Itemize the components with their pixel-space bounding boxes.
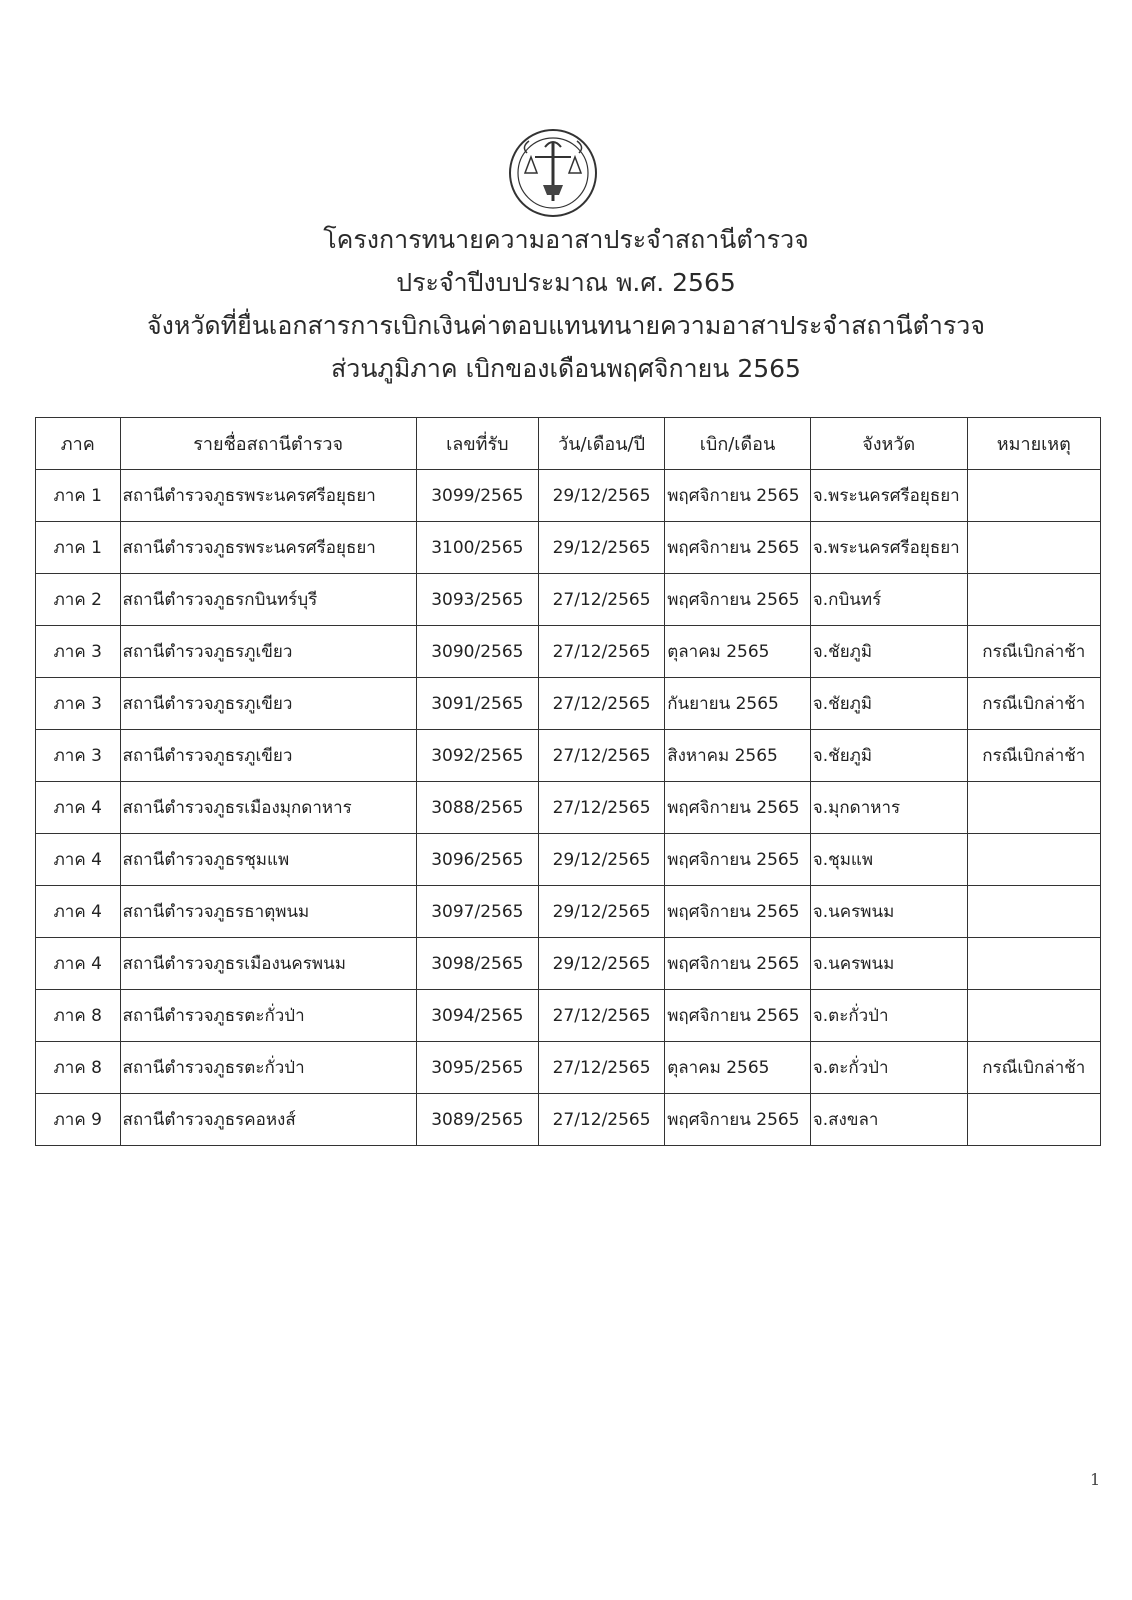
cell-region: ภาค 1 [36, 470, 121, 522]
cell-province: จ.ตะกั่วป่า [810, 990, 967, 1042]
cell-note [967, 574, 1100, 626]
header-station: รายชื่อสถานีตำรวจ [120, 418, 416, 470]
cell-date: 27/12/2565 [538, 782, 664, 834]
title-line-2: ประจำปีงบประมาณ พ.ศ. 2565 [396, 268, 736, 297]
cell-province: จ.สงขลา [810, 1094, 967, 1146]
cell-station: สถานีตำรวจภูธรเมืองนครพนม [120, 938, 416, 990]
cell-province: จ.มุกดาหาร [810, 782, 967, 834]
cell-note [967, 990, 1100, 1042]
cell-month: พฤศจิกายน 2565 [665, 470, 811, 522]
cell-region: ภาค 8 [36, 1042, 121, 1094]
document-title [0, 218, 1132, 390]
table-row [36, 626, 1101, 678]
cell-region: ภาค 4 [36, 834, 121, 886]
cell-station: สถานีตำรวจภูธรกบินทร์บุรี [120, 574, 416, 626]
cell-note [967, 834, 1100, 886]
cell-province: จ.นครพนม [810, 886, 967, 938]
cell-region: ภาค 4 [36, 886, 121, 938]
table-row [36, 678, 1101, 730]
header-note: หมายเหตุ [967, 418, 1100, 470]
seal-icon [507, 127, 599, 219]
cell-number: 3088/2565 [416, 782, 538, 834]
cell-note [967, 1094, 1100, 1146]
cell-month: สิงหาคม 2565 [665, 730, 811, 782]
cell-region: ภาค 3 [36, 626, 121, 678]
cell-date: 29/12/2565 [538, 834, 664, 886]
cell-province: จ.ตะกั่วป่า [810, 1042, 967, 1094]
cell-date: 29/12/2565 [538, 938, 664, 990]
cell-number: 3097/2565 [416, 886, 538, 938]
cell-note: กรณีเบิกล่าช้า [967, 626, 1100, 678]
cell-number: 3099/2565 [416, 470, 538, 522]
cell-month: พฤศจิกายน 2565 [665, 574, 811, 626]
cell-month: ตุลาคม 2565 [665, 1042, 811, 1094]
header-province: จังหวัด [810, 418, 967, 470]
cell-station: สถานีตำรวจภูธรธาตุพนม [120, 886, 416, 938]
cell-number: 3092/2565 [416, 730, 538, 782]
table-row [36, 834, 1101, 886]
cell-note [967, 522, 1100, 574]
cell-number: 3089/2565 [416, 1094, 538, 1146]
cell-date: 27/12/2565 [538, 990, 664, 1042]
cell-station: สถานีตำรวจภูธรตะกั่วป่า [120, 1042, 416, 1094]
cell-region: ภาค 1 [36, 522, 121, 574]
cell-station: สถานีตำรวจภูธรคอหงส์ [120, 1094, 416, 1146]
cell-month: พฤศจิกายน 2565 [665, 938, 811, 990]
cell-date: 29/12/2565 [538, 522, 664, 574]
cell-note [967, 938, 1100, 990]
cell-province: จ.นครพนม [810, 938, 967, 990]
cell-station: สถานีตำรวจภูธรพระนครศรีอยุธยา [120, 522, 416, 574]
cell-month: พฤศจิกายน 2565 [665, 990, 811, 1042]
cell-province: จ.ชัยภูมิ [810, 626, 967, 678]
cell-station: สถานีตำรวจภูธรชุมแพ [120, 834, 416, 886]
cell-region: ภาค 3 [36, 678, 121, 730]
cell-region: ภาค 8 [36, 990, 121, 1042]
cell-date: 29/12/2565 [538, 470, 664, 522]
title-line-4: ส่วนภูมิภาค เบิกของเดือนพฤศจิกายน 2565 [331, 354, 801, 383]
table-header-row [36, 418, 1101, 470]
cell-station: สถานีตำรวจภูธรเมืองมุกดาหาร [120, 782, 416, 834]
cell-note: กรณีเบิกล่าช้า [967, 1042, 1100, 1094]
header-month: เบิก/เดือน [665, 418, 811, 470]
cell-note [967, 782, 1100, 834]
cell-month: พฤศจิกายน 2565 [665, 834, 811, 886]
table-row [36, 730, 1101, 782]
table-row [36, 470, 1101, 522]
cell-note: กรณีเบิกล่าช้า [967, 730, 1100, 782]
cell-date: 29/12/2565 [538, 886, 664, 938]
header-date: วัน/เดือน/ปี [538, 418, 664, 470]
cell-province: จ.พระนครศรีอยุธยา [810, 470, 967, 522]
cell-region: ภาค 9 [36, 1094, 121, 1146]
cell-date: 27/12/2565 [538, 626, 664, 678]
cell-month: พฤศจิกายน 2565 [665, 1094, 811, 1146]
title-line-1: โครงการทนายความอาสาประจำสถานีตำรวจ [323, 225, 809, 254]
cell-date: 27/12/2565 [538, 730, 664, 782]
cell-province: จ.ชัยภูมิ [810, 730, 967, 782]
cell-date: 27/12/2565 [538, 1094, 664, 1146]
cell-number: 3094/2565 [416, 990, 538, 1042]
cell-month: พฤศจิกายน 2565 [665, 782, 811, 834]
cell-note [967, 886, 1100, 938]
cell-month: กันยายน 2565 [665, 678, 811, 730]
cell-region: ภาค 4 [36, 938, 121, 990]
header-number: เลขที่รับ [416, 418, 538, 470]
page-number: 1 [1090, 1470, 1101, 1489]
cell-station: สถานีตำรวจภูธรภูเขียว [120, 730, 416, 782]
cell-note [967, 470, 1100, 522]
cell-number: 3100/2565 [416, 522, 538, 574]
table-row [36, 574, 1101, 626]
cell-station: สถานีตำรวจภูธรภูเขียว [120, 626, 416, 678]
cell-date: 27/12/2565 [538, 1042, 664, 1094]
table-row [36, 990, 1101, 1042]
cell-month: พฤศจิกายน 2565 [665, 522, 811, 574]
cell-number: 3096/2565 [416, 834, 538, 886]
table-row [36, 1094, 1101, 1146]
table-row [36, 886, 1101, 938]
cell-region: ภาค 2 [36, 574, 121, 626]
cell-province: จ.กบินทร์ [810, 574, 967, 626]
cell-number: 3090/2565 [416, 626, 538, 678]
cell-number: 3091/2565 [416, 678, 538, 730]
cell-month: ตุลาคม 2565 [665, 626, 811, 678]
cell-province: จ.ชุมแพ [810, 834, 967, 886]
cell-station: สถานีตำรวจภูธรพระนครศรีอยุธยา [120, 470, 416, 522]
cell-date: 27/12/2565 [538, 574, 664, 626]
claims-table [35, 417, 1101, 1146]
table-row [36, 522, 1101, 574]
cell-note: กรณีเบิกล่าช้า [967, 678, 1100, 730]
title-line-3: จังหวัดที่ยื่นเอกสารการเบิกเงินค่าตอบแทนทนายความอาสาประจำสถานีตำรวจ [146, 311, 985, 340]
cell-station: สถานีตำรวจภูธรภูเขียว [120, 678, 416, 730]
table-row [36, 1042, 1101, 1094]
cell-number: 3093/2565 [416, 574, 538, 626]
cell-month: พฤศจิกายน 2565 [665, 886, 811, 938]
cell-number: 3098/2565 [416, 938, 538, 990]
table-row [36, 782, 1101, 834]
cell-station: สถานีตำรวจภูธรตะกั่วป่า [120, 990, 416, 1042]
cell-date: 27/12/2565 [538, 678, 664, 730]
table-row [36, 938, 1101, 990]
header-region: ภาค [36, 418, 121, 470]
cell-region: ภาค 4 [36, 782, 121, 834]
cell-province: จ.ชัยภูมิ [810, 678, 967, 730]
cell-province: จ.พระนครศรีอยุธยา [810, 522, 967, 574]
cell-region: ภาค 3 [36, 730, 121, 782]
cell-number: 3095/2565 [416, 1042, 538, 1094]
